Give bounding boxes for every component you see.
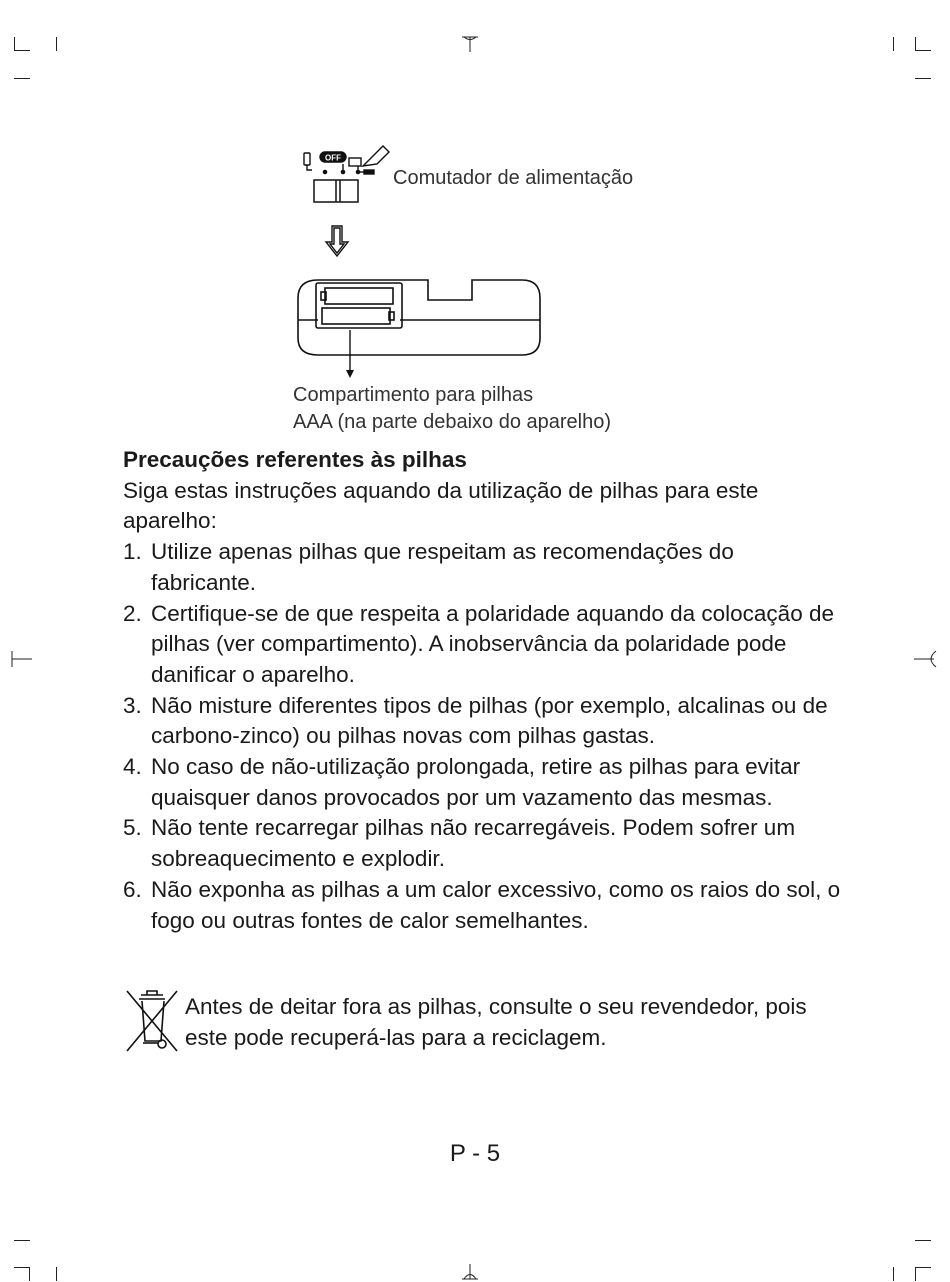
list-item — [123, 691, 843, 752]
recycling-notice — [123, 987, 843, 1057]
registration-mark-right — [912, 648, 938, 670]
list-item-number: 6. — [123, 876, 142, 902]
section-intro: Siga estas instruções aquando da utilização de pilhas para este aparelho: — [123, 477, 759, 534]
device-body — [298, 280, 540, 355]
crossed-out-bin-icon — [123, 987, 181, 1055]
battery-precautions-section — [123, 445, 843, 936]
list-item-text: Não misture diferentes tipos de pilhas (por exemplo, alcalinas ou de carbono-zinco) ou pilhas novas com pilhas gastas. — [151, 692, 828, 749]
list-item-number: 1. — [123, 539, 142, 565]
battery-compartment-label-line2: AAA (na parte debaixo do aparelho) — [293, 411, 611, 433]
list-item-number: 2. — [123, 600, 142, 626]
list-item-number: 5. — [123, 815, 142, 841]
battery-figure — [290, 140, 690, 440]
list-item — [123, 813, 843, 874]
power-switch-icons — [304, 146, 389, 174]
list-item — [123, 875, 843, 936]
off-text: OFF — [325, 153, 341, 163]
page-number: P - 5 — [449, 1140, 501, 1167]
list-item-text: Não tente recarregar pilhas não recarregáveis. Podem sofrer um sobreaquecimento e explodir. — [151, 815, 796, 872]
list-item — [123, 599, 843, 691]
list-item — [123, 752, 843, 813]
power-switch-label: Comutador de alimentação — [393, 167, 634, 189]
registration-mark-bottom — [459, 1262, 481, 1282]
list-item-text: Certifique-se de que respeita a polaridade aquando da colocação de pilhas (ver compartimento). A inobservância da polaridade pode danificar o aparelho. — [151, 600, 834, 687]
battery-compartment-label — [293, 382, 611, 436]
list-item-number: 4. — [123, 754, 142, 780]
slider-switch — [314, 180, 358, 202]
down-arrow-icon — [326, 226, 348, 256]
list-item-text: Não exponha as pilhas a um calor excessivo, como os raios do sol, o fogo ou outras fontes de calor semelhantes. — [151, 876, 841, 933]
battery-compartment-label-line1: Compartimento para pilhas — [293, 384, 534, 406]
list-item-text: No caso de não-utilização prolongada, retire as pilhas para evitar quaisquer danos provocados por um vazamento das mesmas. — [151, 754, 801, 810]
registration-mark-left — [8, 648, 34, 670]
registration-mark-top — [459, 34, 481, 54]
list-item-number: 3. — [123, 692, 142, 718]
recycling-notice-text: Antes de deitar fora as pilhas, consulte o seu revendedor, pois este pode recuperá-las para a reciclagem. — [185, 994, 807, 1050]
list-item — [123, 537, 843, 598]
section-title: Precauções referentes às pilhas — [123, 447, 467, 472]
precautions-list — [123, 537, 843, 936]
list-item-text: Utilize apenas pilhas que respeitam as recomendações do fabricante. — [151, 539, 734, 595]
